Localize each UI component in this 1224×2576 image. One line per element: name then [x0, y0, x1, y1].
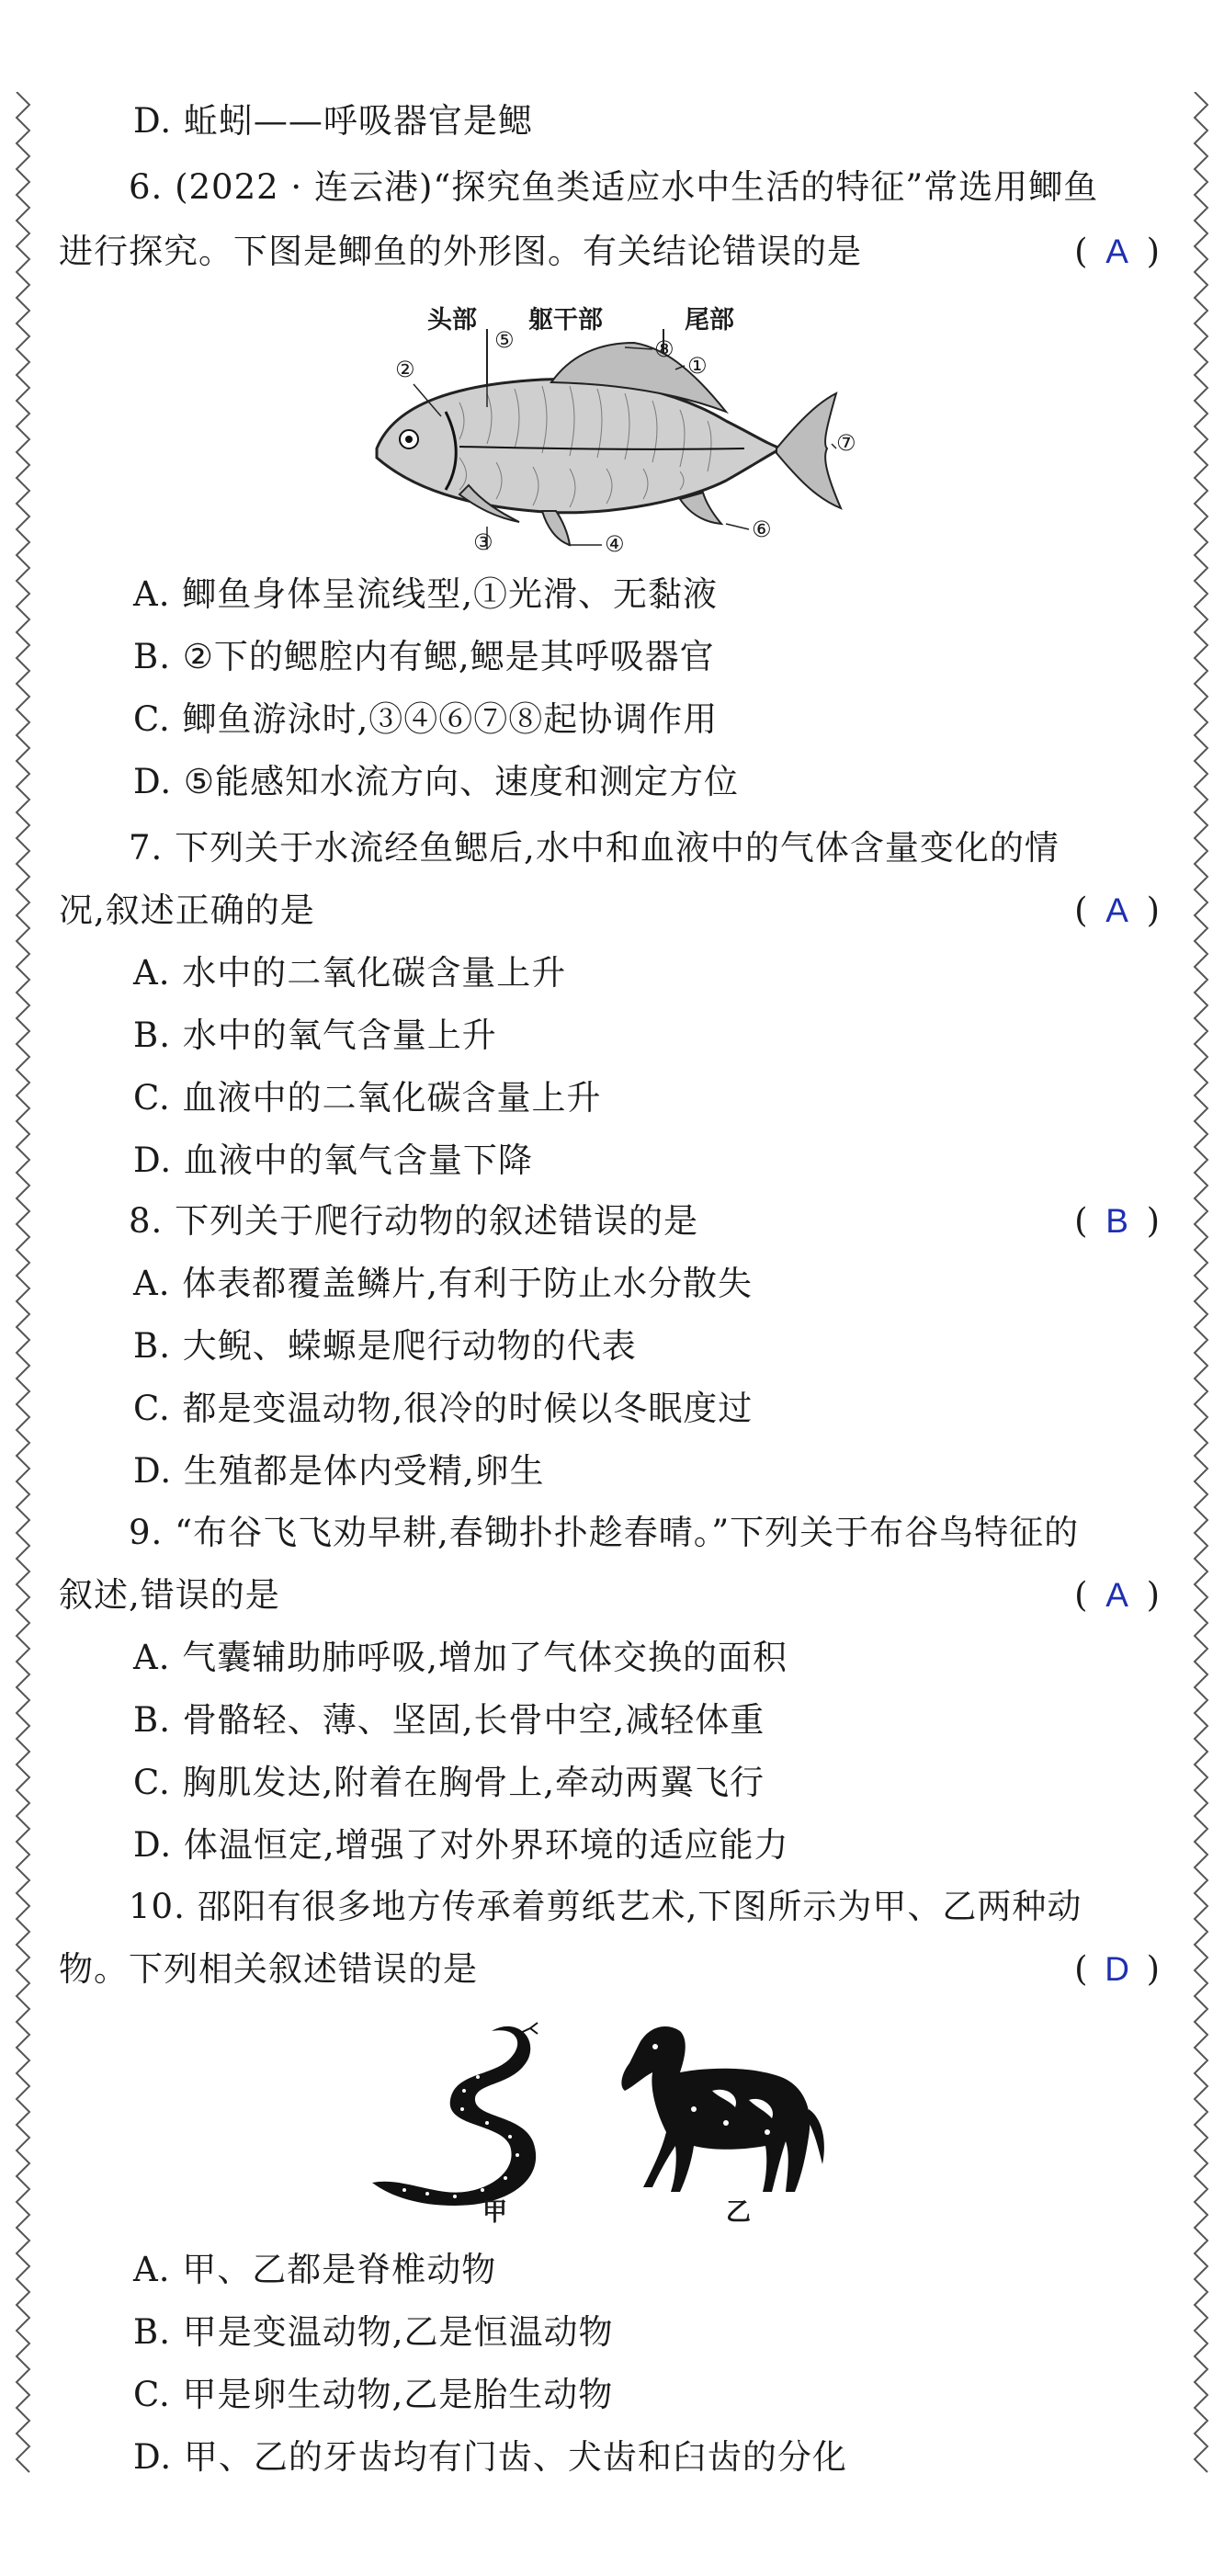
q5-option-d: D. 蚯蚓——呼吸器官是鳃 [133, 101, 533, 141]
fish-drawing [358, 292, 873, 559]
q9-answer-letter: A [1105, 1576, 1128, 1614]
q7-option-d: D. 血液中的氧气含量下降 [133, 1140, 533, 1180]
q6-option-a: A. 鲫鱼身体呈流线型,①光滑、无黏液 [133, 574, 719, 614]
fish-label-head: 头部 [427, 306, 477, 334]
fish-callout-7: ⑦ [836, 430, 856, 456]
q9-option-a: A. 气囊辅助肺呼吸,增加了气体交换的面积 [133, 1638, 788, 1677]
fish-label-tail: 尾部 [685, 306, 734, 334]
q9-stem-line2: 叙述,错误的是 [59, 1575, 280, 1615]
q10-option-b: B. 甲是变温动物,乙是恒温动物 [133, 2312, 614, 2352]
q6-option-b: B. ②下的鳃腔内有鳃,鳃是其呼吸器官 [133, 637, 715, 676]
q7-stem-line2: 况,叙述正确的是 [59, 891, 315, 930]
q10-answer: ( D ) [1074, 1947, 1160, 1992]
q9-stem-line1: 9. “布谷飞飞劝早耕,春锄扑扑趁春晴。”下列关于布谷鸟特征的 [129, 1513, 1080, 1552]
papercut-drawing [363, 2008, 859, 2229]
q7-option-b: B. 水中的氧气含量上升 [133, 1016, 497, 1055]
snake-papercut-icon [372, 2023, 538, 2206]
q7-answer-letter: A [1105, 891, 1128, 929]
papercut-figure [363, 2008, 859, 2229]
figure-label-jia: 甲 [482, 2198, 507, 2226]
fish-callout-8: ⑧ [654, 336, 674, 362]
q8-answer: ( B ) [1074, 1199, 1160, 1243]
q9-option-d: D. 体温恒定,增强了对外界环境的适应能力 [133, 1825, 789, 1865]
q7-stem-line1: 7. 下列关于水流经鱼鳃后,水中和血液中的气体含量变化的情 [129, 828, 1060, 868]
q8-option-d: D. 生殖都是体内受精,卵生 [133, 1451, 545, 1491]
figure-label-yi: 乙 [726, 2198, 751, 2226]
q7-option-c: C. 血液中的二氧化碳含量上升 [133, 1078, 602, 1118]
fish-callout-2: ② [395, 357, 415, 382]
q6-stem-line2: 进行探究。下图是鲫鱼的外形图。有关结论错误的是 [59, 232, 862, 271]
crucian-carp-figure [358, 292, 873, 559]
q7-answer: ( A ) [1074, 889, 1160, 933]
q10-option-a: A. 甲、乙都是脊椎动物 [133, 2250, 497, 2289]
q10-stem-line1: 10. 邵阳有很多地方传承着剪纸艺术,下图所示为甲、乙两种动 [129, 1887, 1082, 1926]
q8-option-a: A. 体表都覆盖鳞片,有利于防止水分散失 [133, 1264, 754, 1303]
q6-answer: ( A ) [1074, 230, 1160, 274]
q10-stem-line2: 物。下列相关叙述错误的是 [59, 1949, 478, 1989]
q6-option-d: D. ⑤能感知水流方向、速度和测定方位 [133, 762, 740, 801]
q8-option-b: B. 大鲵、蝾螈是爬行动物的代表 [133, 1326, 637, 1366]
q9-option-c: C. 胸肌发达,附着在胸骨上,牵动两翼飞行 [133, 1763, 765, 1802]
q10-option-c: C. 甲是卵生动物,乙是胎生动物 [133, 2375, 614, 2414]
q9-option-b: B. 骨骼轻、薄、坚固,长骨中空,减轻体重 [133, 1700, 765, 1740]
left-decorative-border [13, 92, 33, 2481]
fish-callout-3: ③ [473, 529, 493, 555]
right-decorative-border [1191, 92, 1211, 2481]
q10-answer-letter: D [1105, 1950, 1129, 1988]
q6-stem-line1: 6. (2022 · 连云港)“探究鱼类适应水中生活的特征”常选用鲫鱼 [129, 167, 1099, 207]
q6-option-c: C. 鲫鱼游泳时,③④⑥⑦⑧起协调作用 [133, 699, 719, 739]
q8-option-c: C. 都是变温动物,很冷的时候以冬眠度过 [133, 1389, 754, 1428]
q6-answer-letter: A [1105, 233, 1128, 270]
q8-stem-line1: 8. 下列关于爬行动物的叙述错误的是 [129, 1201, 699, 1241]
horse-papercut-icon [621, 2026, 823, 2192]
fish-callout-5: ⑤ [494, 327, 515, 353]
fish-callout-4: ④ [605, 531, 625, 557]
q7-option-a: A. 水中的二氧化碳含量上升 [133, 953, 567, 993]
q10-option-d: D. 甲、乙的牙齿均有门齿、犬齿和臼齿的分化 [133, 2437, 847, 2477]
fish-callout-1: ① [687, 353, 708, 379]
q8-answer-letter: B [1105, 1202, 1128, 1240]
fish-callout-6: ⑥ [752, 516, 772, 542]
fish-label-trunk: 躯干部 [528, 306, 603, 334]
q9-answer: ( A ) [1074, 1573, 1160, 1617]
